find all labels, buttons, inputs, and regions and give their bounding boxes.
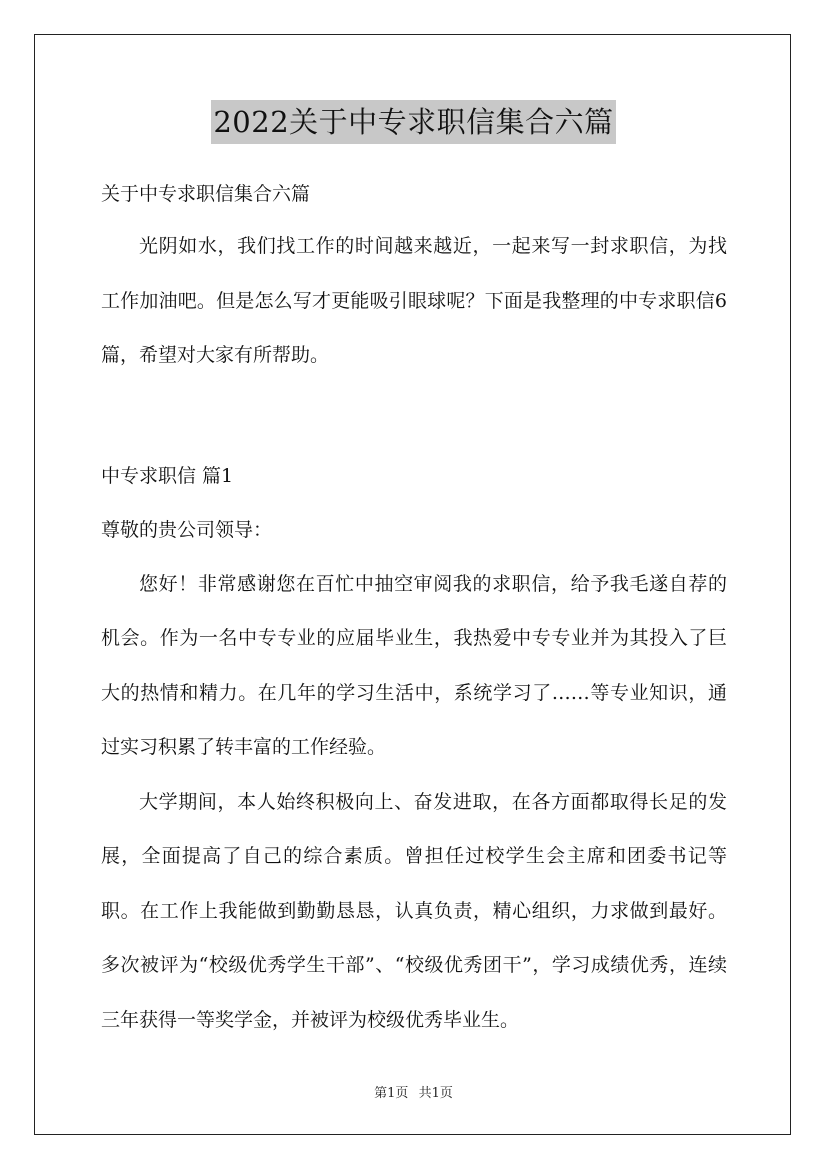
document-subtitle: 关于中专求职信集合六篇 xyxy=(101,183,311,205)
intro-paragraph: 光阴如水，我们找工作的时间越来越近，一起来写一封求职信，为找工作加油吧。但是怎么写才更能吸引眼球呢？下面是我整理的中专求职信6篇，希望对大家有所帮助。 xyxy=(101,235,727,366)
page-total: 共1页 xyxy=(418,1086,453,1101)
page-number: 第1页 xyxy=(374,1086,409,1101)
salutation: 尊敬的贵公司领导： xyxy=(101,518,273,541)
page-footer xyxy=(0,1082,827,1101)
document-title-wrapper xyxy=(0,100,827,144)
body-paragraph-1: 您好！非常感谢您在百忙中抽空审阅我的求职信，给予我毛遂自荐的机会。作为一名中专专业的应届毕业生，我热爱中专专业并为其投入了巨大的热情和精力。在几年的学习生活中，系统学习了……等专业知识，通过实习积累了转丰富的工作经验。 xyxy=(101,572,727,758)
body-paragraph-2: 大学期间，本人始终积极向上、奋发进取，在各方面都取得长足的发展，全面提高了自己的综合素质。曾担任过校学生会主席和团委书记等职。在工作上我能做到勤勤恳恳，认真负责，精心组织，力求做到最好。多次被评为“校级优秀学生干部”、“校级优秀团干”，学习成绩优秀，连续三年获得一等奖学金，并被评为校级优秀毕业生。 xyxy=(101,790,727,1031)
document-title: 2022关于中专求职信集合六篇 xyxy=(211,100,615,144)
section-heading: 中专求职信 篇1 xyxy=(101,464,234,487)
document-body xyxy=(101,174,727,1047)
